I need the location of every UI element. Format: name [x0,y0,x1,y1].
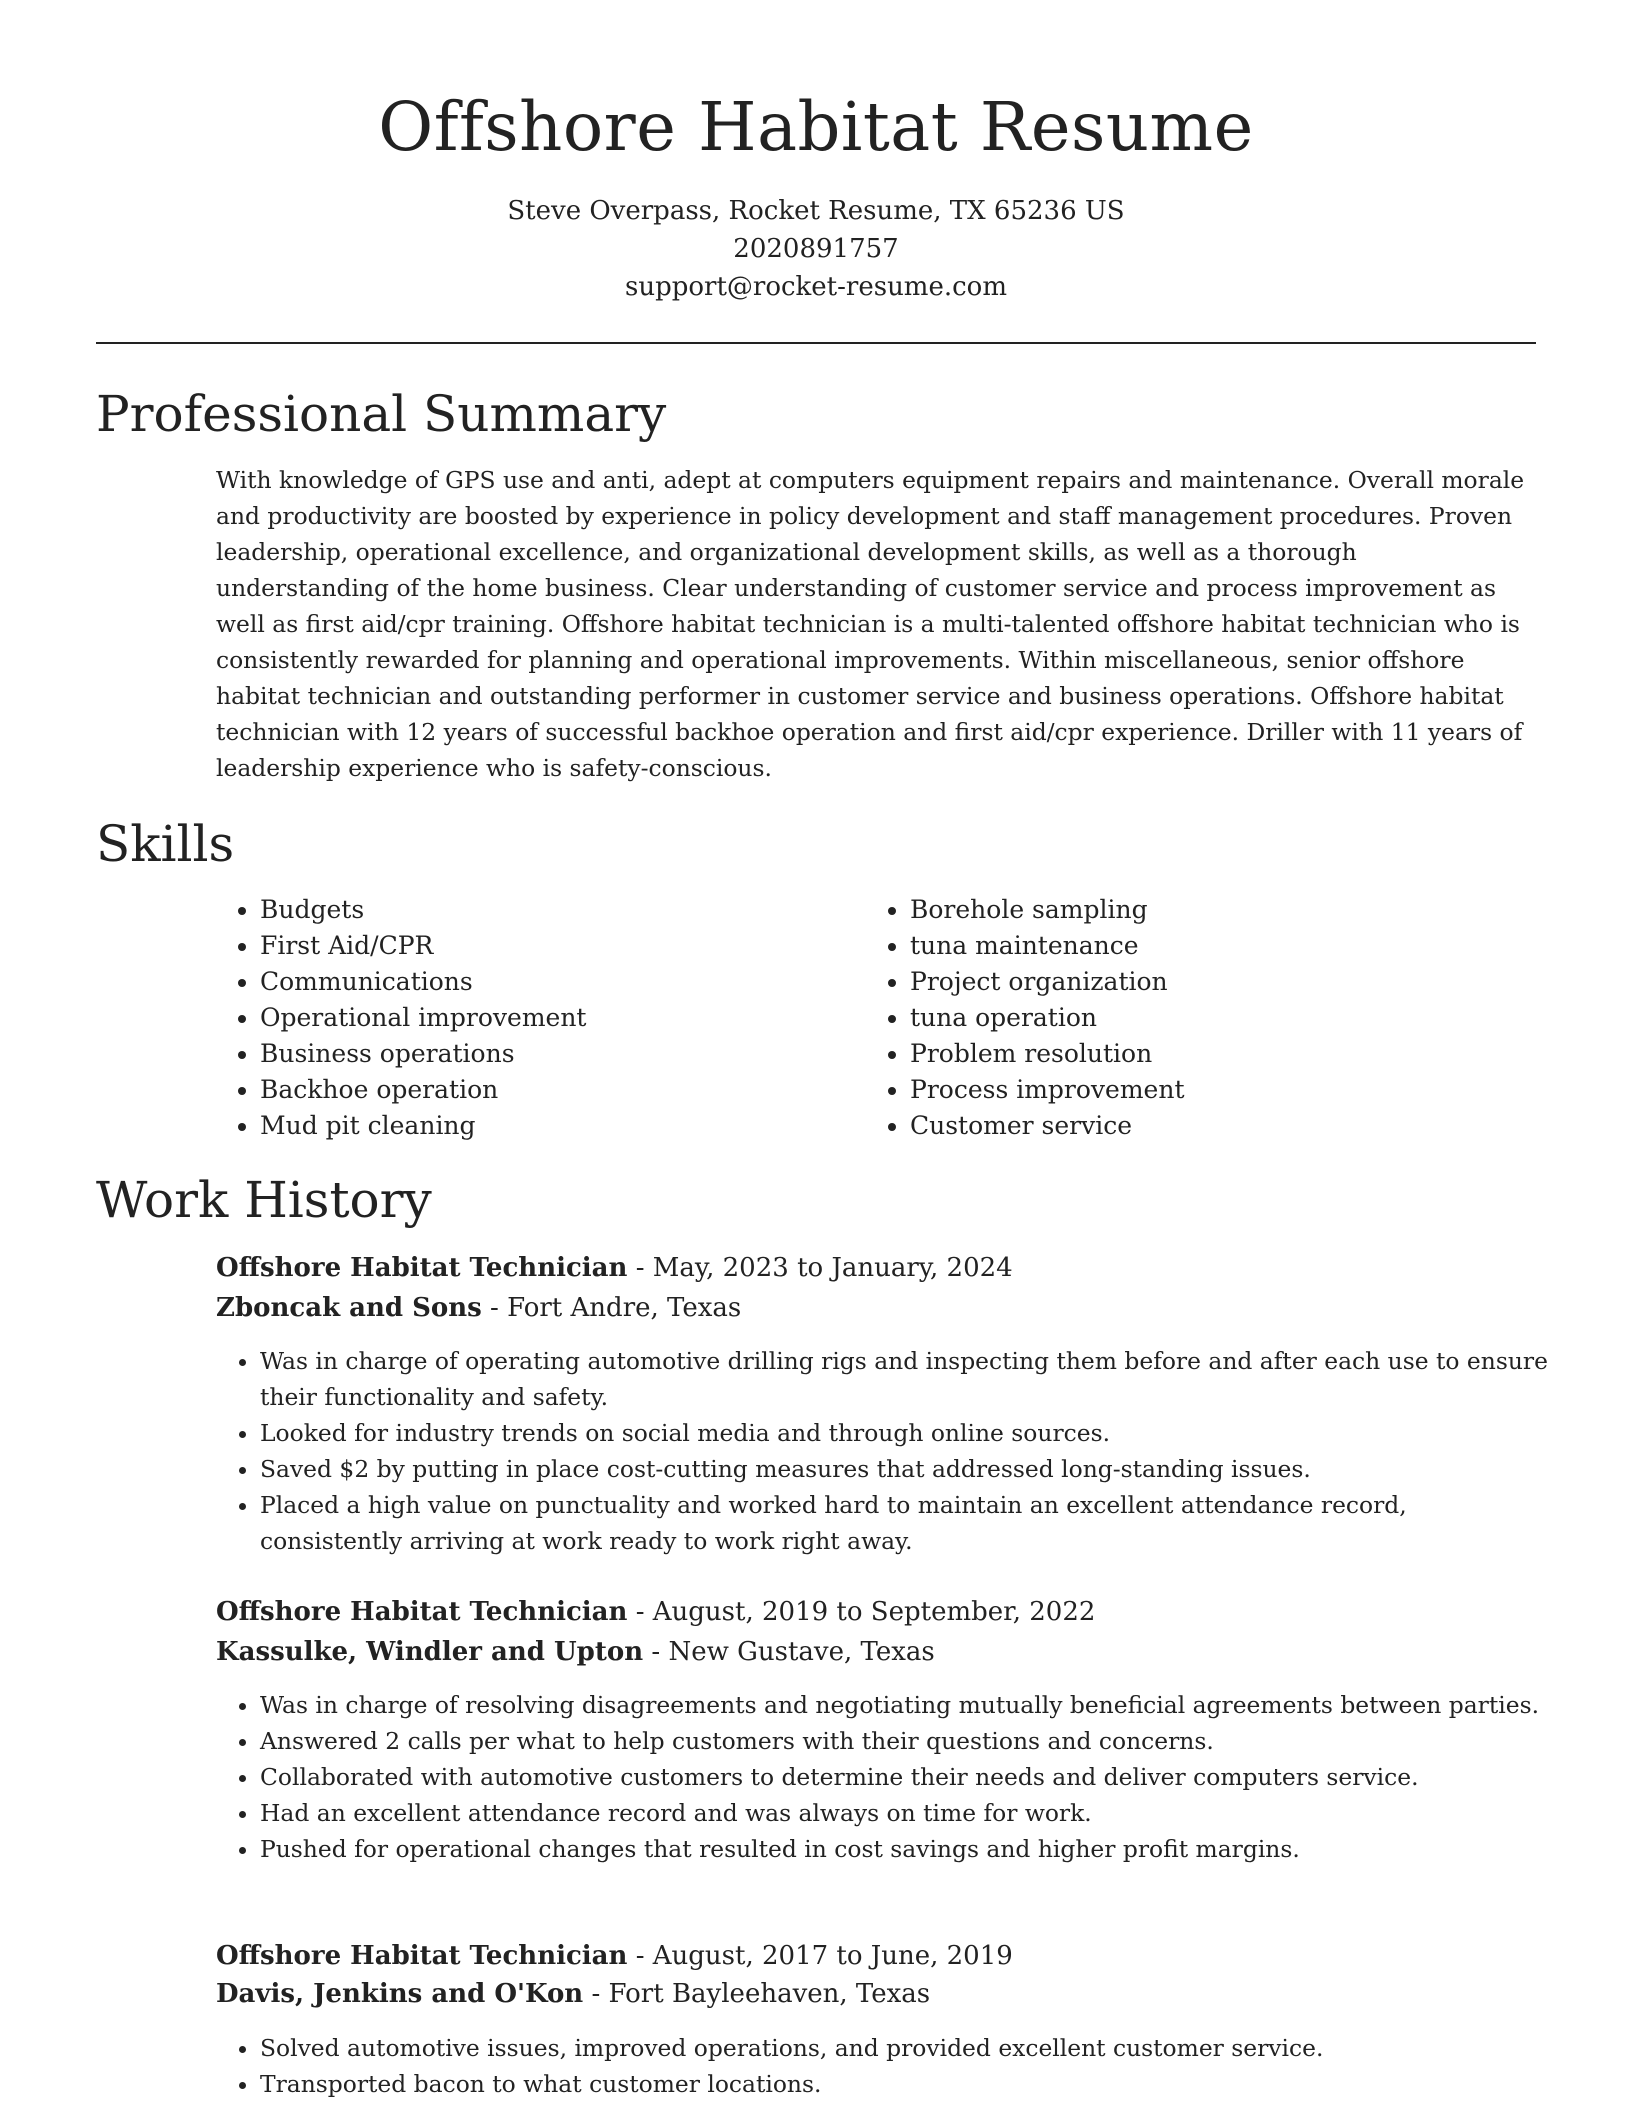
skill-item: • Borehole sampling [910,892,1510,928]
skills-list-left [216,892,860,1144]
job-role: Offshore Habitat Technician [216,1253,628,1283]
header-divider [96,342,1536,344]
contact-phone: 2020891757 [733,234,899,264]
job-duties-list [216,1343,1550,1559]
job-dates: - May, 2023 to January, 2024 [627,1253,1013,1283]
skill-item: • Backhoe operation [260,1072,860,1108]
work-history-heading: Work History [96,1171,432,1229]
job-location: - New Gustave, Texas [643,1637,935,1667]
job-location: - Fort Bayleehaven, Texas [583,1979,931,2009]
duty-item: • Looked for industry trends on social media and through online sources. [260,1415,1550,1451]
duty-item: • Had an excellent attendance record and was always on time for work. [260,1795,1550,1831]
contact-address: Steve Overpass, Rocket Resume, TX 65236 US [507,196,1125,226]
job-title-line [216,1936,1013,1976]
job-role: Offshore Habitat Technician [216,1941,628,1971]
contact-email: support@rocket-resume.com [624,272,1007,302]
job-company: Davis, Jenkins and O'Kon [216,1979,584,2009]
skill-item: • Problem resolution [910,1036,1510,1072]
job-dates: - August, 2019 to September, 2022 [627,1597,1096,1627]
skill-item: • Business operations [260,1036,860,1072]
skill-item: • Operational improvement [260,1000,860,1036]
skill-item: • First Aid/CPR [260,928,860,964]
job-duties-list [216,1687,1550,1867]
skill-item: • Customer service [910,1108,1510,1144]
duty-item: • Was in charge of resolving disagreements and negotiating mutually beneficial agreements between parties. [260,1687,1550,1723]
duty-item: • Saved $2 by putting in place cost-cutting measures that addressed long-standing issues. [260,1451,1550,1487]
skills-list-right [866,892,1510,1144]
job-duties-list [216,2030,1550,2102]
skills-heading: Skills [96,815,235,873]
job-company-line [216,1974,930,2014]
duty-item: • Solved automotive issues, improved operations, and provided excellent customer service. [260,2030,1550,2066]
job-title-line [216,1248,1013,1288]
job-company-line [216,1288,741,1328]
job-company: Kassulke, Windler and Upton [216,1637,644,1667]
job-company: Zboncak and Sons [216,1293,482,1323]
duty-item: • Collaborated with automotive customers to determine their needs and deliver computers service. [260,1759,1550,1795]
duty-item: • Answered 2 calls per what to help customers with their questions and concerns. [260,1723,1550,1759]
duty-item: • Transported bacon to what customer locations. [260,2066,1550,2102]
job-role: Offshore Habitat Technician [216,1597,628,1627]
duty-item: • Pushed for operational changes that resulted in cost savings and higher profit margins. [260,1831,1550,1867]
skill-item: • tuna operation [910,1000,1510,1036]
skill-item: • Budgets [260,892,860,928]
skill-item: • tuna maintenance [910,928,1510,964]
skill-item: • Project organization [910,964,1510,1000]
job-location: - Fort Andre, Texas [481,1293,742,1323]
skill-item: • Mud pit cleaning [260,1108,860,1144]
skill-item: • Process improvement [910,1072,1510,1108]
job-company-line [216,1632,935,1672]
summary-text: With knowledge of GPS use and anti, adept at computers equipment repairs and maintenance. Overall morale and productivity are boosted by experience in policy development and staff management procedures. Proven leadership, operational excellence, and organizational development skills, as well as a thorough understanding of the home business. Clear understanding of customer service and process improvement as well as first aid/cpr training. Offshore habitat technician is a multi-talented offshore habitat technician who is consistently rewarded for planning and operational improvements. Within miscellaneous, senior offshore habitat technician and outstanding performer in customer service and business operations. Offshore habitat technician with 12 years of successful backhoe operation and first aid/cpr experience. Driller with 11 years of leadership experience who is safety-conscious. [216,466,1525,782]
skill-item: • Communications [260,964,860,1000]
duty-item: • Was in charge of operating automotive drilling rigs and inspecting them before and after each use to ensure their functionality and safety. [260,1343,1550,1415]
job-dates: - August, 2017 to June, 2019 [627,1941,1013,1971]
resume-title: Offshore Habitat Resume [378,88,1254,166]
summary-heading: Professional Summary [96,385,667,443]
duty-item: • Placed a high value on punctuality and worked hard to maintain an excellent attendance record, consistently arriving at work ready to work right away. [260,1487,1550,1559]
job-title-line [216,1592,1095,1632]
